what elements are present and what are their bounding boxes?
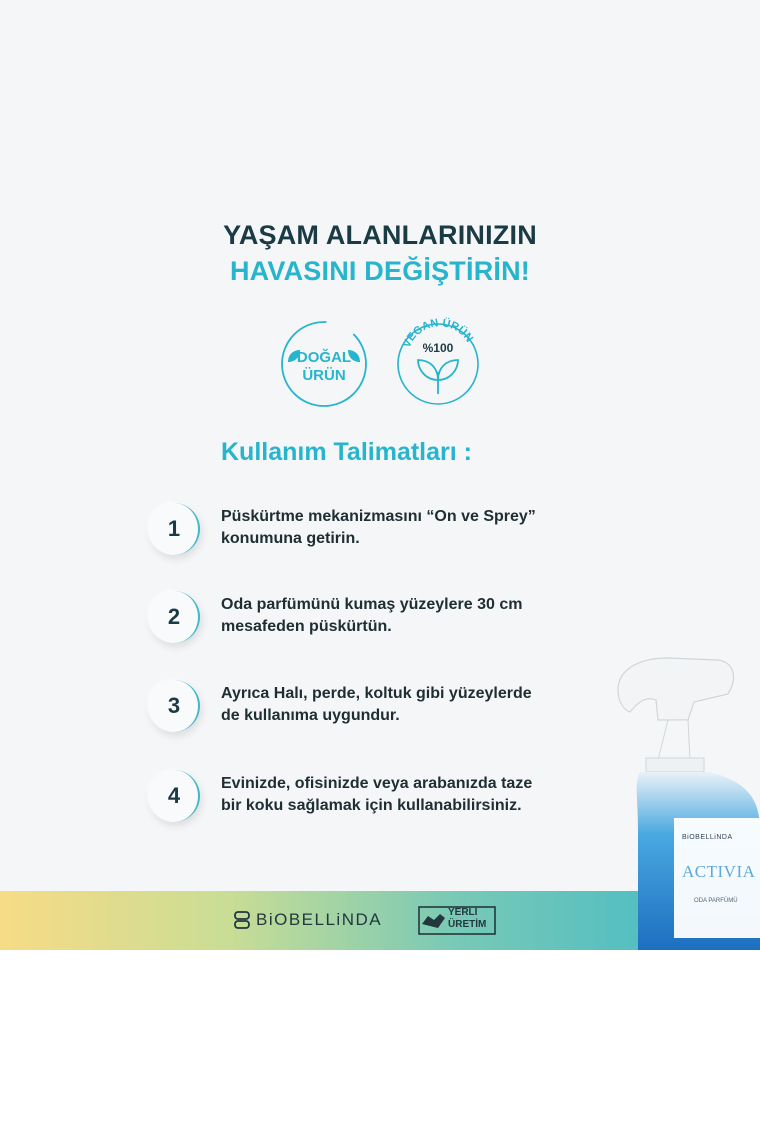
step-number: 1	[167, 516, 181, 541]
step-text-line: Evinizde, ofisinizde veya arabanızda taze	[221, 775, 533, 792]
step-text-line: konumuna getirin.	[221, 530, 360, 547]
instruction-step-4	[148, 770, 588, 830]
step-text-line: Oda parfümünü kumaş yüzeylere 30 cm	[221, 596, 523, 613]
local-production-line2: ÜRETİM	[448, 919, 487, 930]
step-text-line: Püskürtme mekanizmasını “On ve Sprey”	[221, 508, 536, 525]
step-text	[221, 594, 601, 638]
step-text	[221, 773, 601, 817]
local-production-text	[448, 907, 486, 931]
instruction-step-3	[148, 680, 588, 740]
step-text-line: mesafeden püskürtün.	[221, 618, 392, 635]
step-text-line: bir koku sağlamak için kullanabilirsiniz.	[221, 797, 522, 814]
product-bottle-image	[598, 650, 760, 950]
brand-name: BiOBELLiNDA	[256, 910, 383, 929]
step-number: 4	[167, 783, 181, 808]
bottle-product-name: ACTIVIA	[682, 862, 756, 881]
step-number: 2	[167, 604, 181, 629]
step-text-line: Ayrıca Halı, perde, koltuk gibi yüzeylerde	[221, 685, 532, 702]
instructions-title: Kullanım Talimatları :	[221, 438, 472, 466]
leaves-icon	[418, 360, 458, 394]
bottle-brand: BiOBELLiNDA	[682, 834, 733, 841]
local-production-line1: YERLİ	[448, 907, 478, 918]
headline-line-1: YAŞAM ALANLARINIZIN	[223, 220, 537, 250]
vegan-product-badge	[386, 308, 490, 412]
local-production-badge	[418, 904, 496, 936]
step-text-line: de kullanıma uygundur.	[221, 707, 400, 724]
vegan-badge-arc-text: VEGAN ÜRÜN	[400, 317, 476, 350]
natural-badge-line2: ÜRÜN	[302, 367, 346, 384]
natural-product-badge	[278, 318, 370, 410]
natural-badge-line1: DOĞAL	[296, 349, 352, 366]
instruction-step-2	[148, 591, 588, 651]
step-text	[221, 506, 601, 550]
brand-mark-icon	[234, 911, 250, 929]
step-number: 3	[167, 693, 181, 718]
step-text	[221, 683, 601, 727]
instruction-step-1	[148, 503, 588, 563]
vegan-badge-percent: %100	[422, 341, 454, 355]
headline-line-2: HAVASINI DEĞİŞTİRİN!	[229, 256, 530, 286]
bottle-product-type: ODA PARFÜMÜ	[694, 898, 738, 904]
